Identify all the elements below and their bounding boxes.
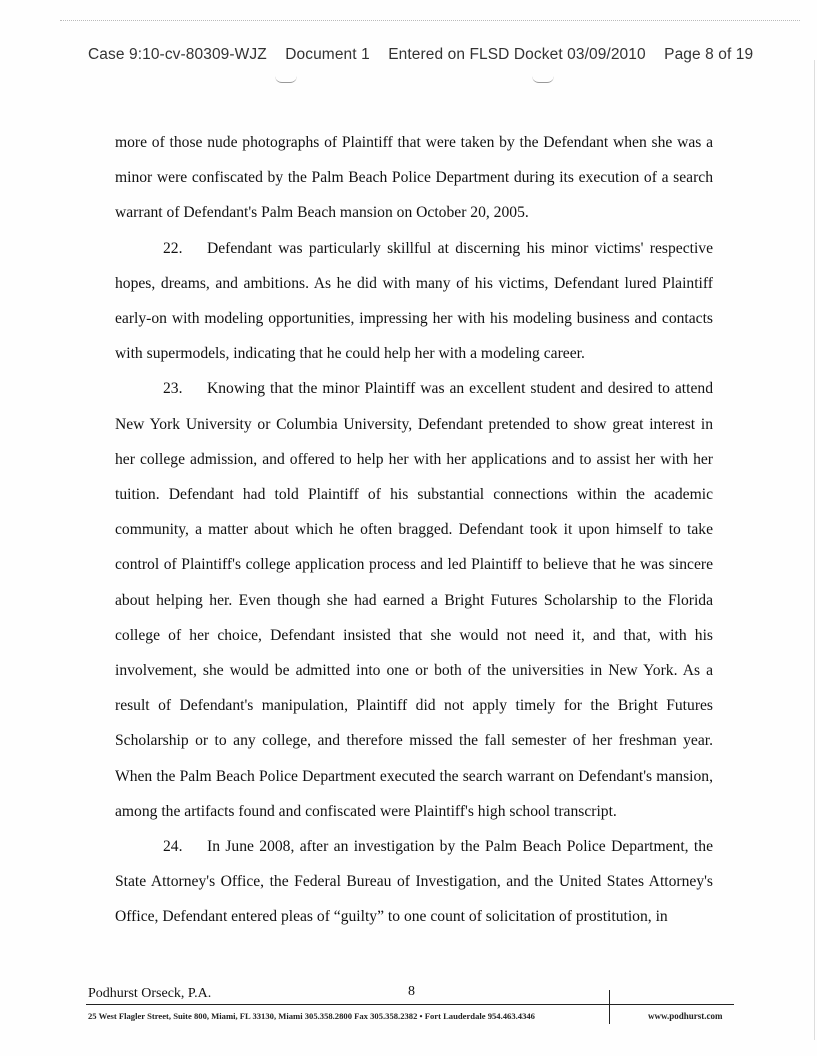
paragraph-24: [115, 829, 713, 935]
paragraph-number: 22.: [163, 239, 183, 257]
paragraph-number: 23.: [163, 380, 183, 398]
footer-page-number: 8: [408, 984, 415, 999]
page-of-total: Page 8 of 19: [664, 46, 754, 63]
paragraph-number: 24.: [163, 838, 183, 856]
case-number: Case 9:10-cv-80309-WJZ: [88, 46, 267, 63]
footer-address: 25 West Flagler Street, Suite 800, Miami, FL 33130, Miami 305.358.2800 Fax 305.358.2382 • Fort Lauderdale 954.463.4346: [88, 1011, 535, 1021]
footer-firm-name: Podhurst Orseck, P.A.: [88, 986, 212, 1001]
paragraph-text: more of those nude photographs of Plaintiff that were taken by the Defendant when she was a minor were confiscated by the Palm Beach Police Department during its execution of a search warrant of Defendant's Palm Beach mansion on October 20, 2005.: [115, 134, 713, 222]
paragraph-text: In June 2008, after an investigation by the Palm Beach Police Department, the State Attorney's Office, the Federal Bureau of Investigation, and the United States Attorney's Office, Defendant entered pleas of “guilty” to one count of solicitation of prostitution, in: [115, 838, 713, 926]
footer-website: www.podhurst.com: [648, 1011, 723, 1021]
scan-mark: [532, 76, 554, 83]
docket-header: [88, 46, 767, 64]
body-text: [115, 125, 713, 935]
scan-mark: [275, 76, 297, 83]
paragraph-continuation: [115, 125, 713, 231]
paragraph-text: Knowing that the minor Plaintiff was an excellent student and desired to attend New York University or Columbia University, Defendant pretended to show great interest in her college admission, and offered to help her with her applications and to assist her with her tuition. Defendant had told Plaintiff of his substantial connections within the academic community, a matter about which he often bragged. Defendant took it upon himself to take control of Plaintiff's college application process and led Plaintiff to believe that he was sincere about helping her. Even though she had earned a Bright Futures Scholarship to the Florida college of her choice, Defendant insisted that she would not need it, and that, with his involvement, she would be admitted into one or both of the universities in New York. As a result of Defendant's manipulation, Plaintiff did not apply timely for the Bright Futures Scholarship or to any college, and therefore missed the fall semester of her freshman year. When the Palm Beach Police Department executed the search warrant on Defendant's mansion, among the artifacts found and confiscated were Plaintiff's high school transcript.: [115, 380, 713, 820]
footer-vertical-divider: [609, 990, 610, 1024]
docket-entry: Entered on FLSD Docket 03/09/2010: [388, 46, 646, 63]
footer-divider: [86, 1004, 734, 1005]
paragraph-23: [115, 371, 713, 829]
document-number: Document 1: [285, 46, 370, 63]
page-edge: [814, 60, 815, 1040]
scan-artifact-line: [60, 20, 800, 22]
paragraph-text: Defendant was particularly skillful at discerning his minor victims' respective hopes, dreams, and ambitions. As he did with many of his victims, Defendant lured Plaintiff early-on with modeling opportunities, impressing her with his modeling business and contacts with supermodels, indicating that he could help her with a modeling career.: [115, 239, 713, 363]
paragraph-22: [115, 231, 713, 372]
